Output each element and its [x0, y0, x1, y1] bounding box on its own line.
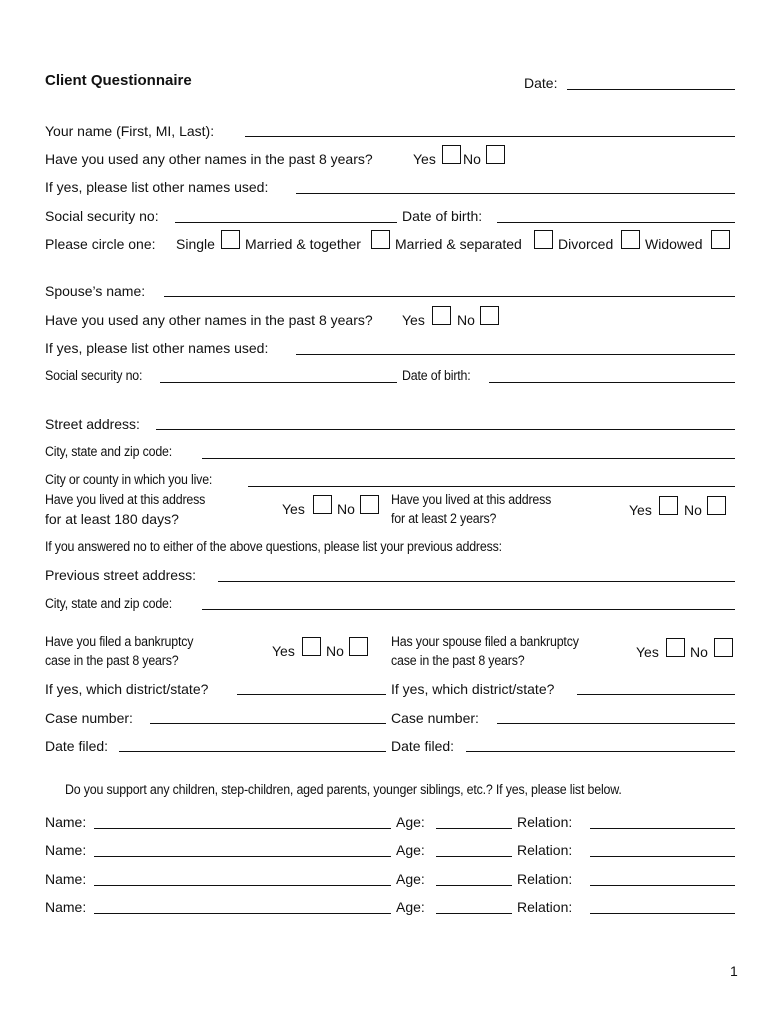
street-address-label: Street address:: [45, 416, 140, 432]
spouse-other-names-no-label: No: [457, 312, 475, 328]
previous-city-field[interactable]: [202, 609, 735, 610]
client-other-names-field[interactable]: [296, 193, 735, 194]
dependent-3-age-label: Age:: [396, 871, 425, 887]
client-bankruptcy-no-checkbox[interactable]: [349, 637, 368, 656]
lived-180-days-question-line2: for at least 180 days?: [45, 511, 179, 527]
previous-street-field[interactable]: [218, 581, 735, 582]
dependent-4-name-label: Name:: [45, 899, 87, 915]
status-single-checkbox[interactable]: [221, 230, 240, 249]
lived-2y-yes-checkbox[interactable]: [659, 496, 678, 515]
dependent-2-name-field[interactable]: [94, 856, 391, 857]
dependent-3-relation-field[interactable]: [590, 885, 735, 886]
client-dob-label: Date of birth:: [402, 208, 483, 224]
dependent-3-relation-label: Relation:: [517, 871, 573, 887]
status-widowed-label: Widowed: [645, 236, 703, 252]
client-other-names-yes-checkbox[interactable]: [442, 145, 461, 164]
dependent-2-relation-label: Relation:: [517, 842, 573, 858]
previous-city-label: City, state and zip code:: [45, 596, 173, 611]
spouse-case-number-label: Case number:: [391, 710, 479, 726]
dependent-1-age-field[interactable]: [436, 828, 512, 829]
lived-2y-no-label: No: [684, 502, 702, 518]
spouse-district-label: If yes, which district/state?: [391, 681, 555, 697]
spouse-date-filed-field[interactable]: [466, 751, 735, 752]
lived-2y-yes-label: Yes: [629, 502, 652, 518]
client-other-names-yes-label: Yes: [413, 151, 436, 167]
lived-2y-no-checkbox[interactable]: [707, 496, 726, 515]
client-dob-field[interactable]: [497, 222, 735, 223]
county-label: City or county in which you live:: [45, 472, 213, 487]
lived-180-no-label: No: [337, 501, 355, 517]
dependent-1-age-label: Age:: [396, 814, 425, 830]
spouse-ssn-label: Social security no:: [45, 368, 143, 383]
status-divorced-checkbox[interactable]: [621, 230, 640, 249]
client-bankruptcy-yes-checkbox[interactable]: [302, 637, 321, 656]
dependent-4-relation-field[interactable]: [590, 913, 735, 914]
dependents-intro: Do you support any children, step-children, aged parents, younger siblings, etc.? If yes, please list below.: [65, 782, 622, 797]
lived-180-yes-label: Yes: [282, 501, 305, 517]
dependent-2-name-label: Name:: [45, 842, 87, 858]
spouse-other-names-yes-checkbox[interactable]: [432, 306, 451, 325]
lived-2-years-question-line2: for at least 2 years?: [391, 511, 497, 526]
spouse-other-names-field[interactable]: [296, 354, 735, 355]
dependent-1-relation-field[interactable]: [590, 828, 735, 829]
dependent-2-relation-field[interactable]: [590, 856, 735, 857]
spouse-date-filed-label: Date filed:: [391, 738, 455, 754]
client-name-field[interactable]: [245, 136, 735, 137]
client-other-names-no-label: No: [463, 151, 481, 167]
county-field[interactable]: [248, 486, 735, 487]
lived-2-years-question-line1: Have you lived at this address: [391, 492, 552, 507]
client-name-label: Your name (First, MI, Last):: [45, 123, 215, 139]
spouse-name-field[interactable]: [164, 296, 735, 297]
city-state-zip-label: City, state and zip code:: [45, 444, 173, 459]
spouse-district-field[interactable]: [577, 694, 735, 695]
date-field[interactable]: [567, 89, 735, 90]
spouse-bankruptcy-yes-checkbox[interactable]: [666, 638, 685, 657]
status-widowed-checkbox[interactable]: [711, 230, 730, 249]
dependent-2-age-label: Age:: [396, 842, 425, 858]
dependent-1-name-label: Name:: [45, 814, 87, 830]
status-married-together-checkbox[interactable]: [371, 230, 390, 249]
status-married-separated-label: Married & separated: [395, 236, 522, 252]
client-date-filed-field[interactable]: [119, 751, 386, 752]
client-date-filed-label: Date filed:: [45, 738, 109, 754]
status-divorced-label: Divorced: [558, 236, 614, 252]
client-case-number-field[interactable]: [150, 723, 386, 724]
dependent-1-name-field[interactable]: [94, 828, 391, 829]
previous-street-label: Previous street address:: [45, 567, 196, 583]
client-district-field[interactable]: [237, 694, 386, 695]
spouse-bankruptcy-yes-label: Yes: [636, 644, 659, 660]
client-bankruptcy-no-label: No: [326, 643, 344, 659]
lived-180-yes-checkbox[interactable]: [313, 495, 332, 514]
client-bankruptcy-yes-label: Yes: [272, 643, 295, 659]
spouse-bankruptcy-no-checkbox[interactable]: [714, 638, 733, 657]
spouse-bankruptcy-question-line1: Has your spouse filed a bankruptcy: [391, 634, 579, 649]
client-other-names-list-label: If yes, please list other names used:: [45, 179, 269, 195]
client-case-number-label: Case number:: [45, 710, 133, 726]
spouse-other-names-no-checkbox[interactable]: [480, 306, 499, 325]
lived-180-no-checkbox[interactable]: [360, 495, 379, 514]
status-married-separated-checkbox[interactable]: [534, 230, 553, 249]
date-label: Date:: [524, 75, 558, 91]
spouse-bankruptcy-question-line2: case in the past 8 years?: [391, 653, 525, 668]
spouse-dob-label: Date of birth:: [402, 368, 471, 383]
client-district-label: If yes, which district/state?: [45, 681, 209, 697]
spouse-name-label: Spouse’s name:: [45, 283, 146, 299]
spouse-other-names-list-label: If yes, please list other names used:: [45, 340, 269, 356]
page-title: Client Questionnaire: [45, 72, 192, 89]
dependent-3-name-field[interactable]: [94, 885, 391, 886]
page-number: 1: [730, 963, 738, 979]
spouse-case-number-field[interactable]: [497, 723, 735, 724]
client-bankruptcy-question-line1: Have you filed a bankruptcy: [45, 634, 194, 649]
spouse-ssn-field[interactable]: [160, 382, 397, 383]
dependent-4-relation-label: Relation:: [517, 899, 573, 915]
spouse-other-names-yes-label: Yes: [402, 312, 425, 328]
previous-address-note: If you answered no to either of the above questions, please list your previous address:: [45, 539, 502, 554]
status-married-together-label: Married & together: [245, 236, 361, 252]
dependent-4-name-field[interactable]: [94, 913, 391, 914]
client-other-names-no-checkbox[interactable]: [486, 145, 505, 164]
dependent-2-age-field[interactable]: [436, 856, 512, 857]
street-address-field[interactable]: [156, 429, 735, 430]
dependent-3-age-field[interactable]: [436, 885, 512, 886]
lived-180-days-question-line1: Have you lived at this address: [45, 492, 206, 507]
spouse-dob-field[interactable]: [489, 382, 735, 383]
client-ssn-field[interactable]: [175, 222, 397, 223]
dependent-4-age-label: Age:: [396, 899, 425, 915]
marital-status-label: Please circle one:: [45, 236, 156, 252]
status-single-label: Single: [176, 236, 215, 252]
city-state-zip-field[interactable]: [202, 458, 735, 459]
dependent-1-relation-label: Relation:: [517, 814, 573, 830]
client-bankruptcy-question-line2: case in the past 8 years?: [45, 653, 179, 668]
dependent-3-name-label: Name:: [45, 871, 87, 887]
spouse-other-names-question: Have you used any other names in the past 8 years?: [45, 312, 373, 328]
spouse-bankruptcy-no-label: No: [690, 644, 708, 660]
dependent-4-age-field[interactable]: [436, 913, 512, 914]
client-other-names-question: Have you used any other names in the past 8 years?: [45, 151, 373, 167]
client-ssn-label: Social security no:: [45, 208, 159, 224]
